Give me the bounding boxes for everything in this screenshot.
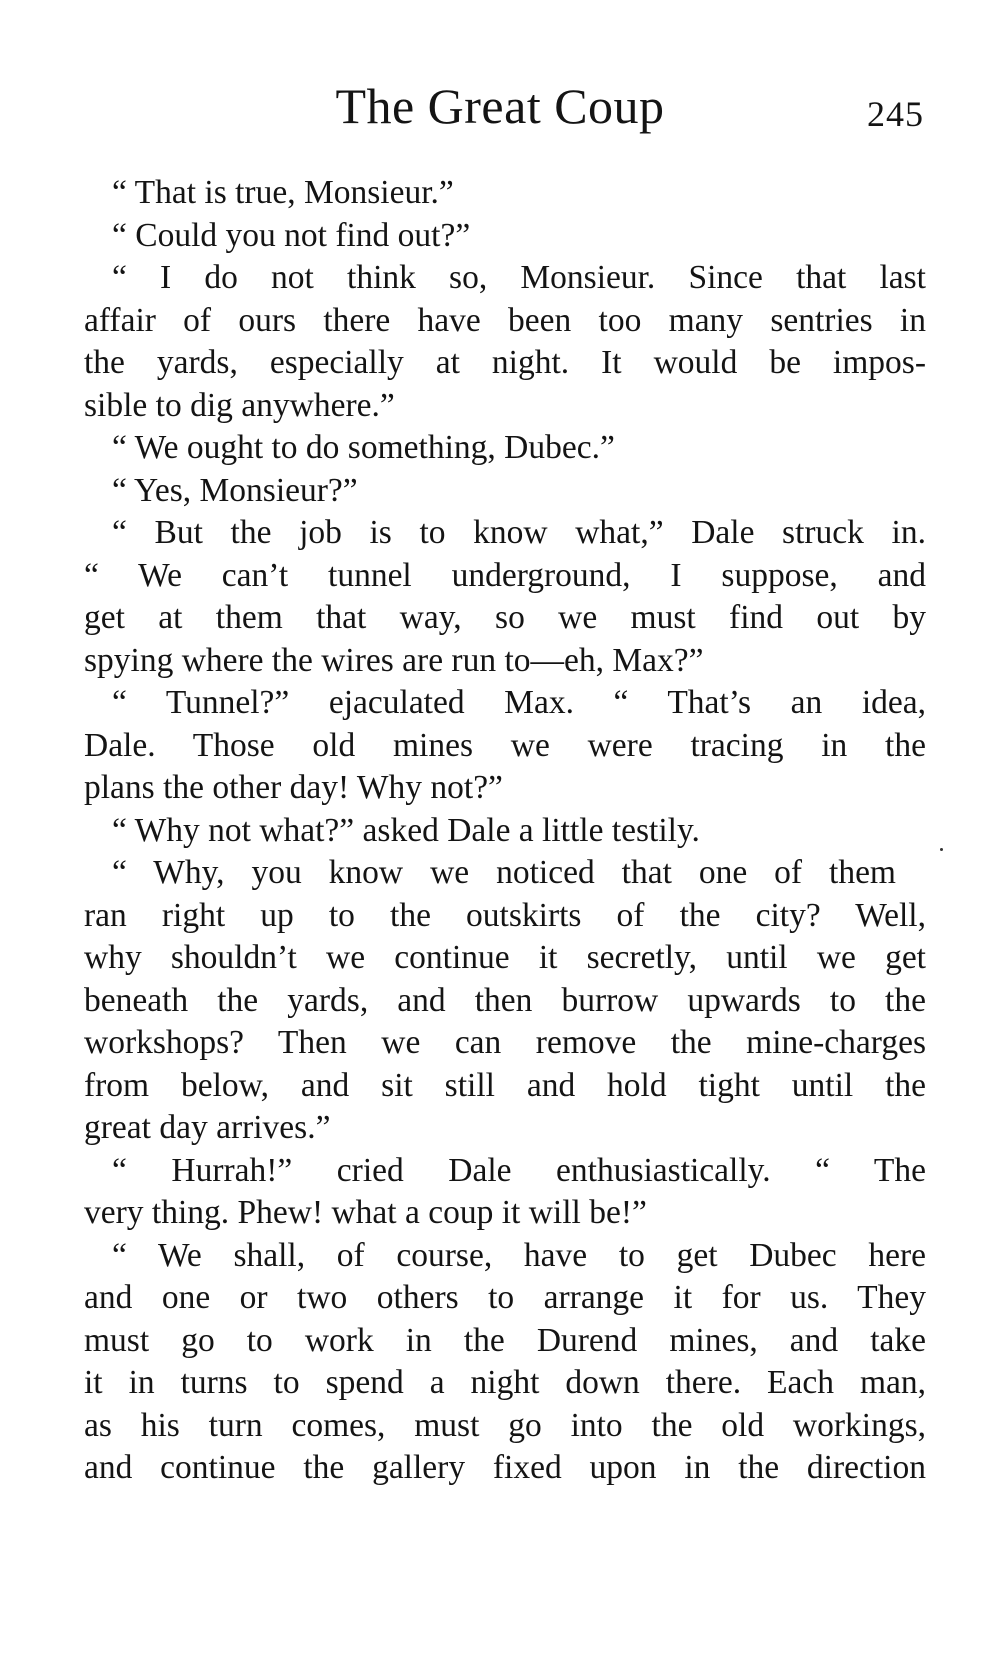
text-line: as his turn comes, must go into the old workings, xyxy=(84,1406,926,1444)
page-number: 245 xyxy=(867,94,924,134)
margin-speck xyxy=(940,848,943,851)
text-line: spying where the wires are run to—eh, Max?” xyxy=(84,641,704,679)
text-line: great day arrives.” xyxy=(84,1109,331,1146)
text-line: “ Tunnel?” ejaculated Max. “ That’s an idea, xyxy=(112,684,926,721)
text-line: sible to dig anywhere.” xyxy=(84,386,395,424)
text-line: “ But the job is to know what,” Dale struck in. xyxy=(112,514,926,551)
text-line: affair of ours there have been too many sentries in xyxy=(84,301,926,339)
text-line: “ Could you not find out?” xyxy=(112,216,471,254)
text-line: “ Why not what?” asked Dale a little testily. xyxy=(112,811,700,849)
text-line: ran right up to the outskirts of the city? Well, xyxy=(84,896,926,934)
text-line: plans the other day! Why not?” xyxy=(84,769,503,806)
text-line: and one or two others to arrange it for us. They xyxy=(84,1279,926,1316)
text-line: “ Hurrah!” cried Dale enthusiastically. “ The xyxy=(112,1151,926,1189)
text-line: from below, and sit still and hold tight until the xyxy=(84,1066,926,1104)
text-line: beneath the yards, and then burrow upwards to the xyxy=(84,981,926,1019)
text-line: “ We can’t tunnel underground, I suppose, and xyxy=(84,556,926,594)
text-line: why shouldn’t we continue it secretly, until we get xyxy=(84,939,926,976)
text-line: it in turns to spend a night down there. Each man, xyxy=(84,1364,926,1401)
body-text xyxy=(84,172,926,1490)
text-line: very thing. Phew! what a coup it will be!” xyxy=(84,1194,647,1231)
text-line: “ We shall, of course, have to get Dubec here xyxy=(112,1236,926,1274)
text-line: “ Why, you know we noticed that one of them xyxy=(112,854,896,891)
text-line: the yards, especially at night. It would be impos- xyxy=(84,344,926,381)
text-line: get at them that way, so we must find out by xyxy=(84,599,926,636)
running-title: The Great Coup xyxy=(335,78,665,134)
text-line: and continue the gallery fixed upon in the direction xyxy=(84,1449,926,1486)
text-line: “ That is true, Monsieur.” xyxy=(112,174,454,211)
text-line: must go to work in the Durend mines, and take xyxy=(84,1321,926,1359)
text-line: Dale. Those old mines we were tracing in the xyxy=(84,726,926,764)
text-line: “ We ought to do something, Dubec.” xyxy=(112,429,615,466)
text-line: workshops? Then we can remove the mine-charges xyxy=(84,1024,926,1061)
text-line: “ I do not think so, Monsieur. Since that last xyxy=(112,259,926,296)
text-line: “ Yes, Monsieur?” xyxy=(112,471,358,509)
